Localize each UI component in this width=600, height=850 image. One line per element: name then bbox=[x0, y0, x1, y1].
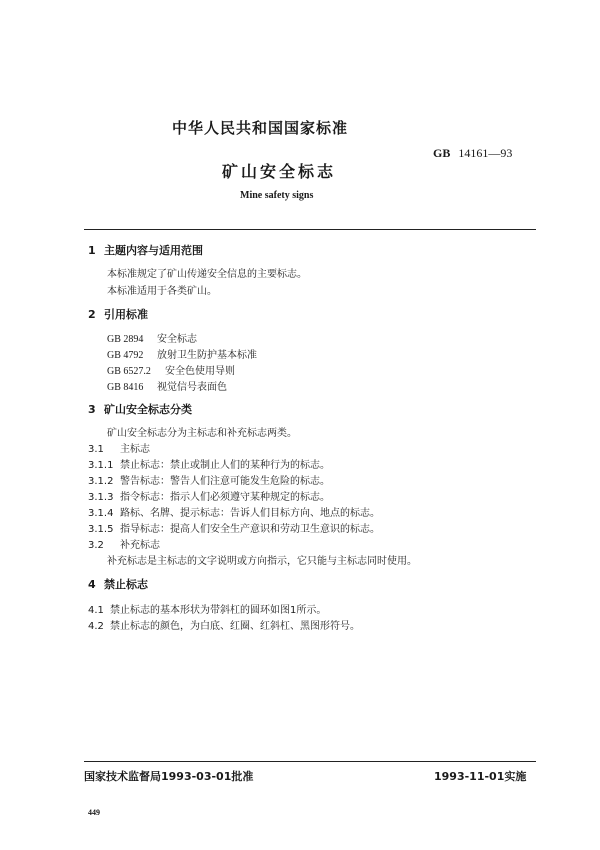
clause-item bbox=[88, 488, 330, 503]
clause-number: 3.1.4 bbox=[88, 508, 114, 519]
reference-name: 视觉信号表面色 bbox=[157, 382, 227, 393]
reference-item bbox=[107, 378, 227, 393]
clause-text: 警告标志：警告人们注意可能发生危险的标志。 bbox=[120, 476, 330, 487]
section-title: 禁止标志 bbox=[104, 578, 148, 591]
paragraph: 本标准规定了矿山传递安全信息的主要标志。 bbox=[107, 269, 307, 280]
gb-number: 14161—93 bbox=[458, 146, 513, 160]
reference-item bbox=[107, 362, 235, 377]
clause-number: 3.1.1 bbox=[88, 460, 114, 471]
reference-name: 安全标志 bbox=[157, 334, 197, 345]
section-2-heading bbox=[88, 306, 148, 322]
reference-item bbox=[107, 346, 257, 361]
clause-text: 禁止标志：禁止或制止人们的某种行为的标志。 bbox=[120, 460, 330, 471]
gb-prefix: GB bbox=[433, 146, 451, 160]
reference-code: GB 2894 bbox=[107, 334, 144, 345]
clause-text: 禁止标志的基本形状为带斜杠的圆环如图1所示。 bbox=[110, 605, 327, 616]
section-number: 1 bbox=[88, 244, 96, 257]
clause-text: 指令标志：指示人们必须遵守某种规定的标志。 bbox=[120, 492, 330, 503]
section-number: 3 bbox=[88, 403, 96, 416]
clause-number: 3.2 bbox=[88, 540, 104, 551]
paragraph: 矿山安全标志分为主标志和补充标志两类。 bbox=[107, 428, 297, 439]
clause-number: 3.1 bbox=[88, 444, 104, 455]
clause-number: 3.1.3 bbox=[88, 492, 114, 503]
clause-number: 3.1.2 bbox=[88, 476, 114, 487]
reference-name: 安全色使用导则 bbox=[165, 366, 235, 377]
section-3-heading bbox=[88, 401, 192, 417]
reference-code: GB 6527.2 bbox=[107, 366, 151, 377]
standard-code bbox=[433, 146, 512, 161]
clause-item bbox=[88, 520, 380, 535]
reference-name: 放射卫生防护基本标准 bbox=[157, 350, 257, 361]
section-title: 引用标准 bbox=[104, 308, 148, 321]
clause-item bbox=[88, 472, 330, 487]
reference-code: GB 4792 bbox=[107, 350, 144, 361]
clause-item bbox=[88, 456, 330, 471]
clause-item bbox=[88, 440, 150, 455]
clause-text: 指导标志：提高人们安全生产意识和劳动卫生意识的标志。 bbox=[120, 524, 380, 535]
reference-code: GB 8416 bbox=[107, 382, 144, 393]
clause-item bbox=[88, 536, 160, 551]
footer-divider bbox=[84, 761, 536, 762]
section-1-heading bbox=[88, 242, 203, 258]
clause-text: 路标、名牌、提示标志：告诉人们目标方向、地点的标志。 bbox=[120, 508, 380, 519]
clause-item bbox=[88, 617, 360, 632]
national-standard-heading: 中华人民共和国国家标准 bbox=[172, 119, 349, 137]
paragraph: 本标准适用于各类矿山。 bbox=[107, 286, 217, 297]
page-number: 449 bbox=[88, 808, 100, 817]
clause-text: 禁止标志的颜色，为白底、红圈、红斜杠、黑图形符号。 bbox=[110, 621, 360, 632]
section-4-heading bbox=[88, 576, 148, 592]
clause-text: 主标志 bbox=[120, 444, 150, 455]
clause-item bbox=[88, 504, 380, 519]
clause-item bbox=[88, 601, 326, 616]
section-number: 4 bbox=[88, 578, 96, 591]
document-subtitle: Mine safety signs bbox=[240, 190, 314, 201]
clause-number: 4.2 bbox=[88, 621, 104, 632]
approval-date: 国家技术监督局1993-03-01批准 bbox=[84, 770, 254, 783]
header-divider bbox=[84, 229, 536, 230]
clause-number: 3.1.5 bbox=[88, 524, 114, 535]
document-title: 矿山安全标志 bbox=[222, 162, 337, 181]
clause-text: 补充标志 bbox=[120, 540, 160, 551]
section-number: 2 bbox=[88, 308, 96, 321]
reference-item bbox=[107, 330, 197, 345]
section-title: 主题内容与适用范围 bbox=[104, 244, 203, 257]
implementation-date: 1993-11-01实施 bbox=[434, 770, 527, 783]
paragraph: 补充标志是主标志的文字说明或方向指示，它只能与主标志同时使用。 bbox=[107, 556, 417, 567]
clause-number: 4.1 bbox=[88, 605, 104, 616]
section-title: 矿山安全标志分类 bbox=[104, 403, 192, 416]
